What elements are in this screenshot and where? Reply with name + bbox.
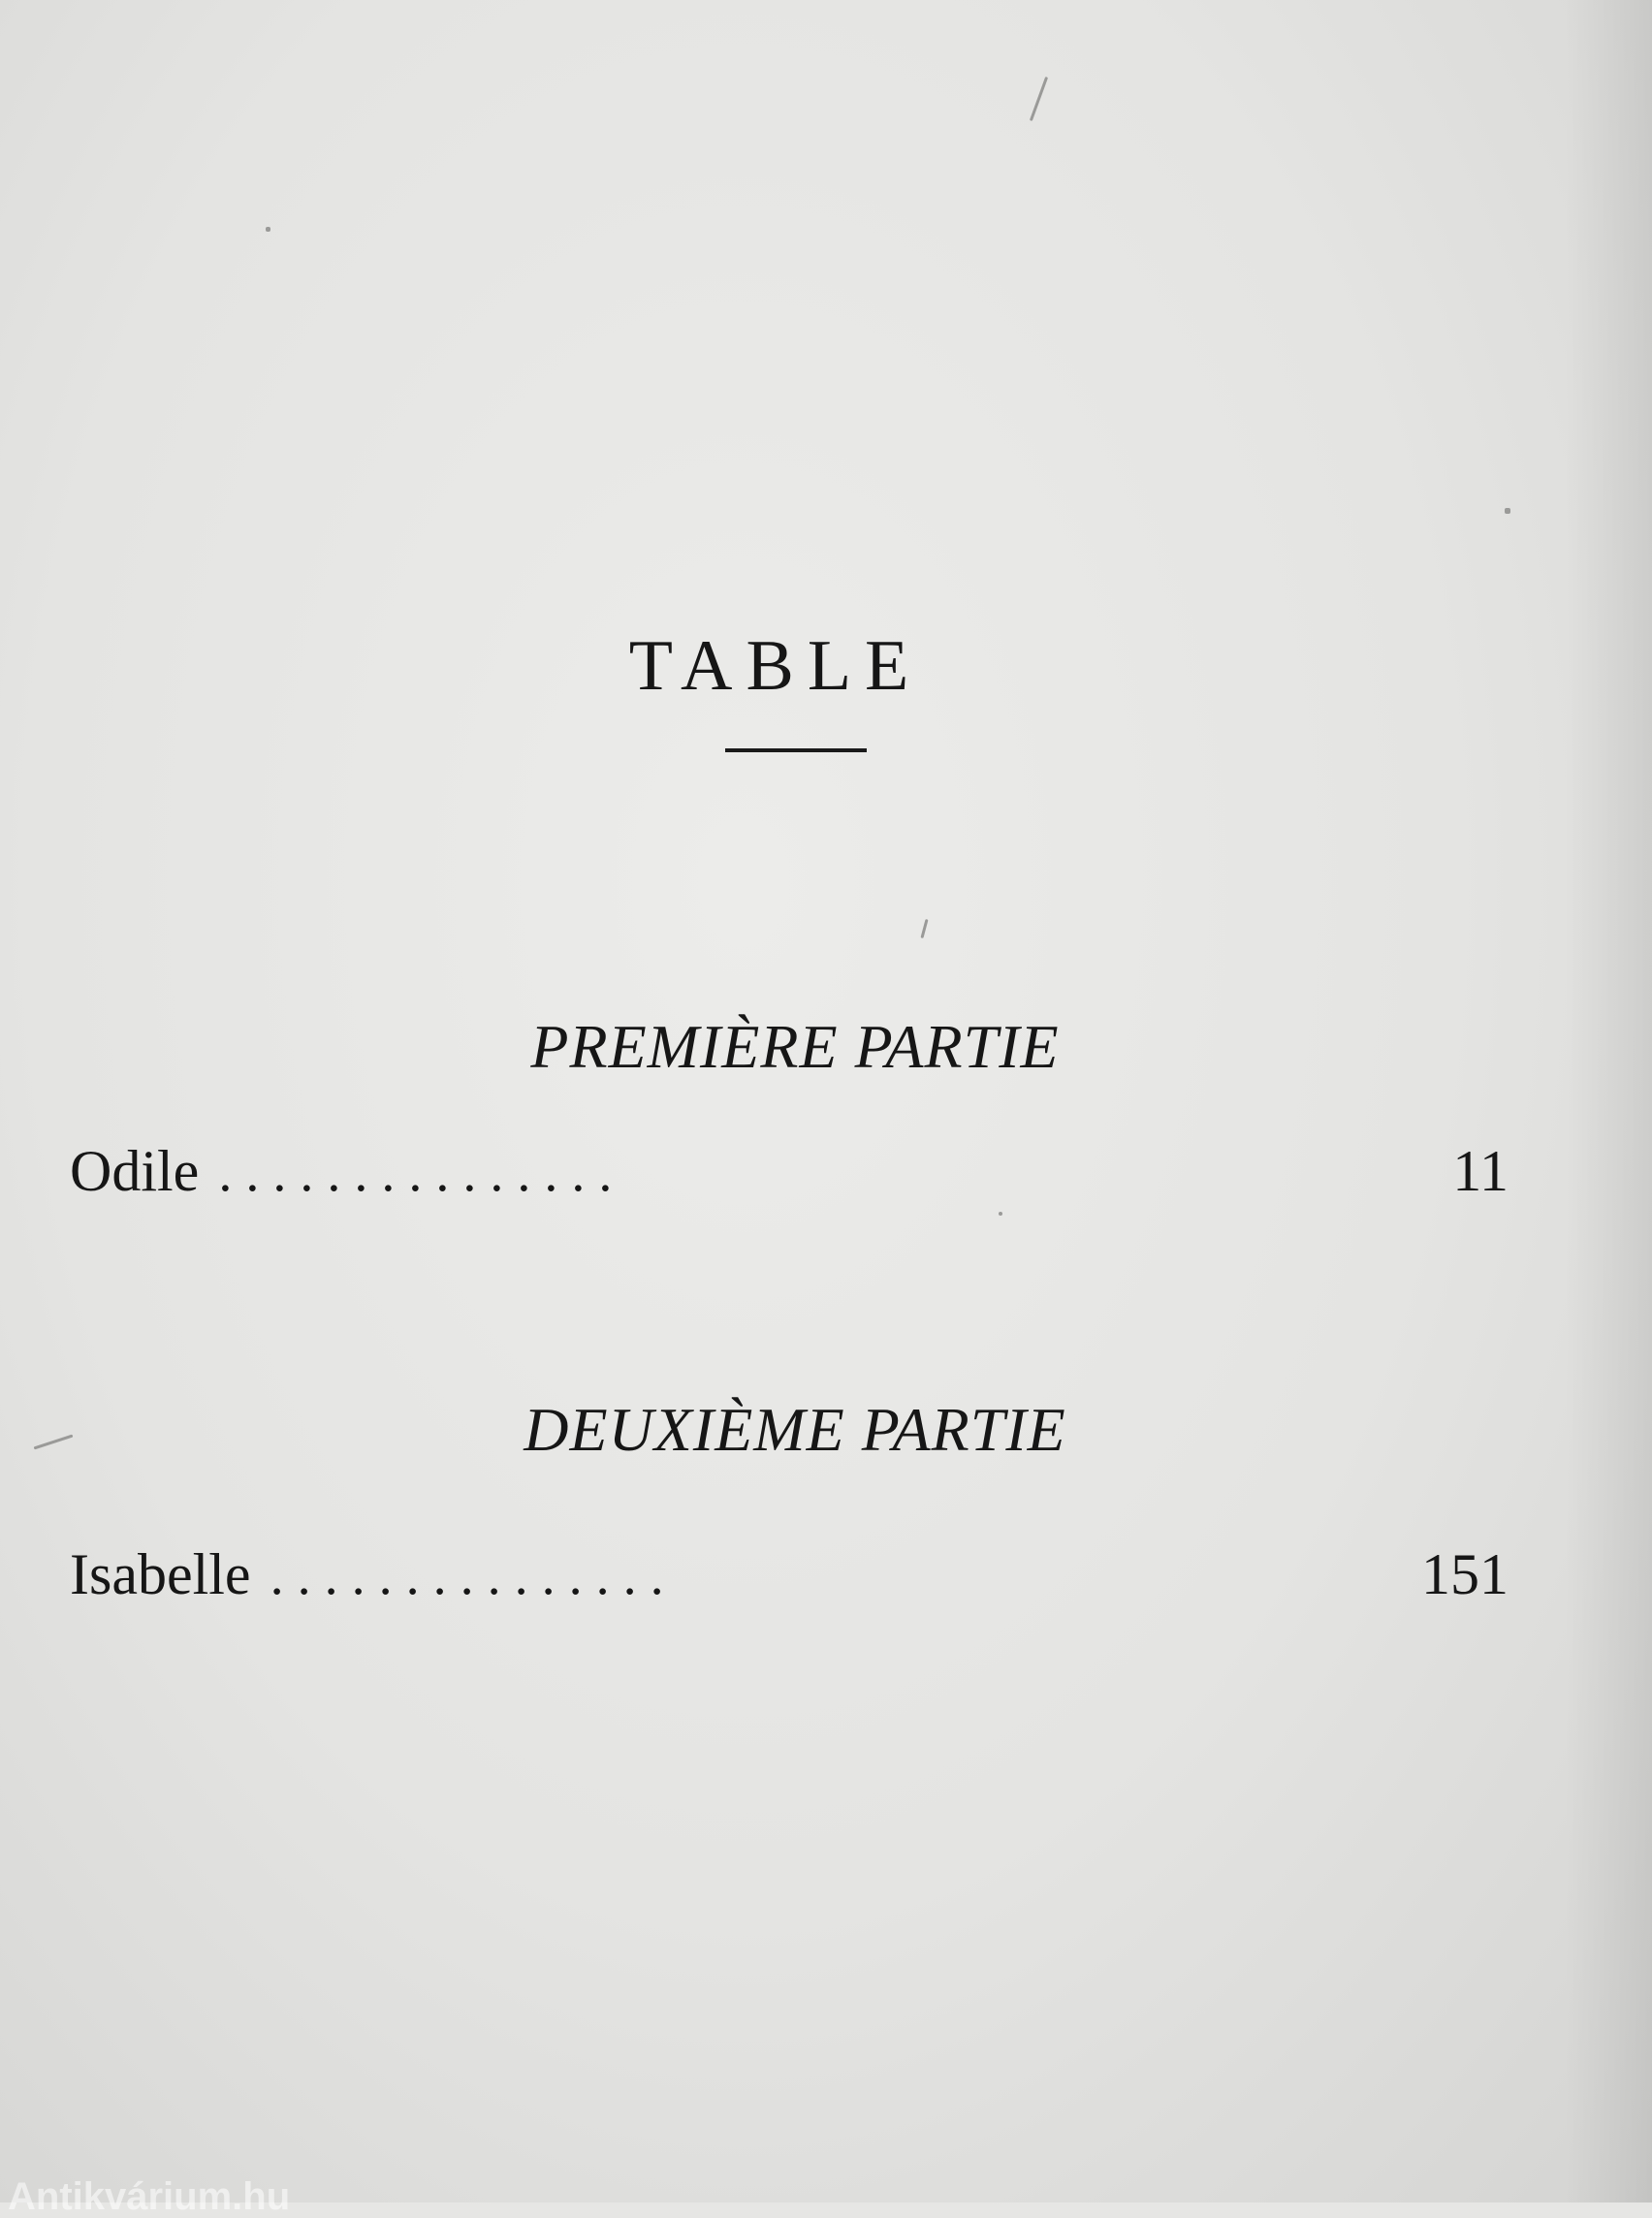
- dot-leader: . . . . . . . . . . . . . . .: [270, 1549, 664, 1603]
- page-edge-shadow: [1565, 0, 1652, 2202]
- page-title: TABLE: [628, 625, 923, 706]
- paper-fiber: [999, 1212, 1002, 1216]
- section-heading-premiere-partie: PREMIÈRE PARTIE: [530, 1012, 1060, 1081]
- paper-fiber: [266, 227, 270, 232]
- toc-entry-title: Odile: [70, 1139, 200, 1203]
- paper-fiber: [1030, 77, 1048, 121]
- toc-entry-odile: [70, 1139, 1509, 1203]
- paper-fiber: [920, 919, 928, 938]
- toc-entry-page-number: 151: [1421, 1542, 1509, 1606]
- dot-leader: . . . . . . . . . . . . . . .: [218, 1146, 613, 1200]
- watermark: Antikvárium.hu: [8, 2175, 291, 2218]
- paper-fiber: [1505, 508, 1510, 514]
- toc-entry-page-number: 11: [1452, 1139, 1509, 1203]
- toc-entry-isabelle: [70, 1542, 1509, 1606]
- title-divider: [725, 748, 867, 752]
- toc-entry-title: Isabelle: [70, 1542, 251, 1606]
- section-heading-deuxieme-partie: DEUXIÈME PARTIE: [524, 1395, 1066, 1464]
